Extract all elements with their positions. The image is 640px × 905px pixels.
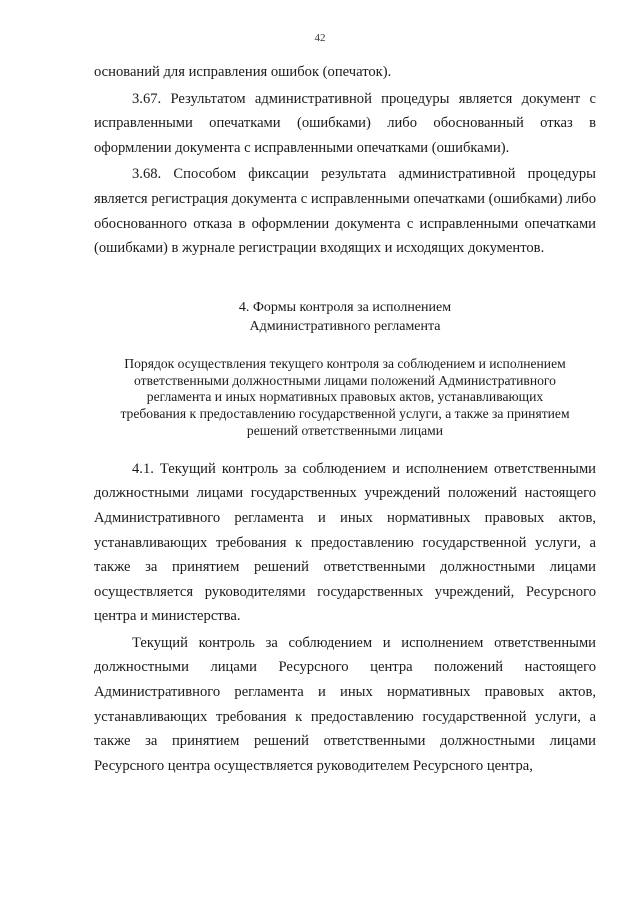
section-heading-line1: 4. Формы контроля за исполнением bbox=[238, 299, 452, 315]
page-number: 42 bbox=[314, 32, 326, 44]
document-body bbox=[94, 60, 596, 778]
paragraph-3-67: 3.67. Результатом административной процедуры является документ с исправленными опечатками (ошибками) либо обоснованный отказ в оформлении документа с исправленными опечатками (ошибками). bbox=[94, 90, 596, 156]
paragraph-continuation: оснований для исправления ошибок (опечаток). bbox=[94, 64, 392, 80]
section-heading bbox=[94, 298, 596, 336]
paragraph-4-1: 4.1. Текущий контроль за соблюдением и исполнением ответственными должностными лицами государственных учреждений положений настоящего Административного регламента и иных нормативных правовых актов, устанавливающих требования к предоставлению государственной услуги, а также за принятием решений ответственными должностными лицами осуществляется руководителями государственных учреждений, Ресурсного центра и министерства. bbox=[94, 460, 596, 625]
paragraph-resource-center-control: Текущий контроль за соблюдением и исполнением ответственными должностными лицами Ресурсного центра положений настоящего Административного регламента и иных нормативных правовых актов, устанавливающих требования к предоставлению государственной услуги, а также за принятием решений ответственными должностными лицами Ресурсного центра осуществляется руководителем Ресурсного центра, bbox=[94, 634, 596, 774]
section-heading-line2: Административного регламента bbox=[249, 318, 441, 334]
subsection-heading: Порядок осуществления текущего контроля за соблюдением и исполнением ответственными должностными лицами положений Административного регламента и иных нормативных правовых актов, устанавливающих требования к предоставлению государственной услуги, а также за принятием решений ответственными лицами bbox=[120, 355, 570, 438]
paragraph-3-68: 3.68. Способом фиксации результата административной процедуры является регистрация документа с исправленными опечатками (ошибками) либо обоснованного отказа в оформлении документа с исправленными опечатками (ошибками) в журнале регистрации входящих и исходящих документов. bbox=[94, 166, 596, 257]
